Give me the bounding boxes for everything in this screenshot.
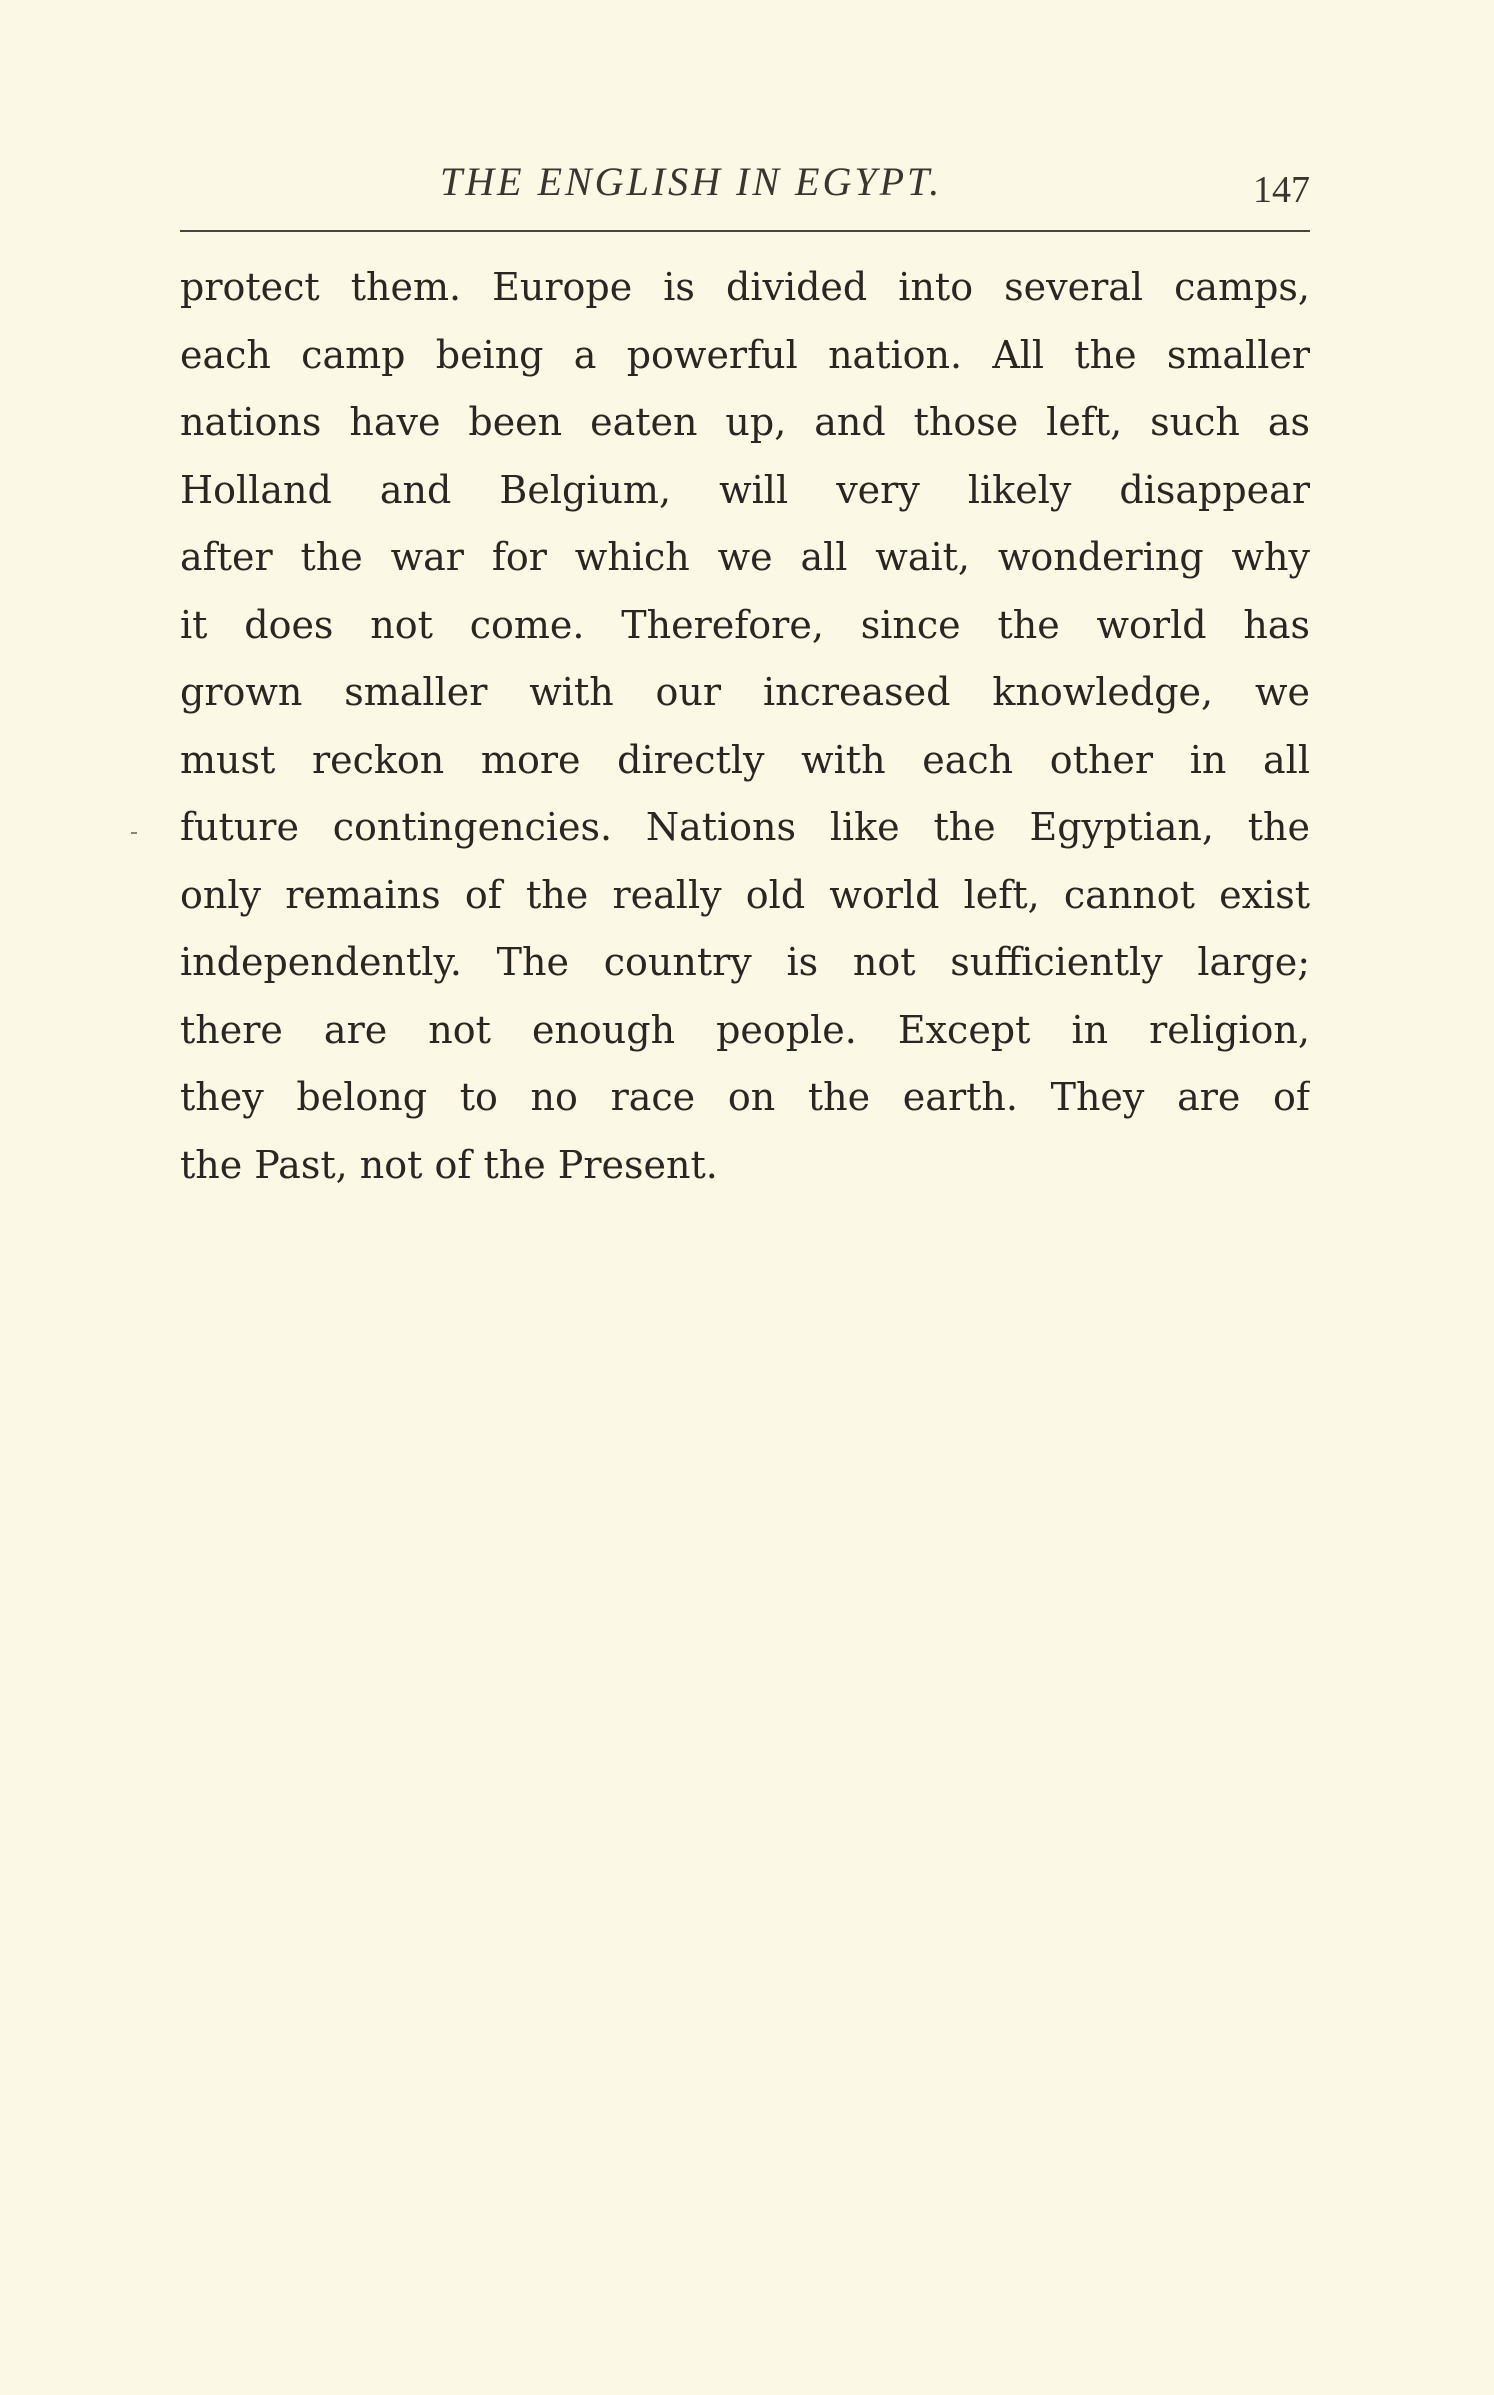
running-head	[180, 158, 1310, 218]
text-line: Holland and Belgium, will very likely disappear	[180, 467, 1310, 512]
text-line: each camp being a powerful nation. All the smaller	[180, 332, 1310, 377]
text-line: grown smaller with our increased knowledge, we	[180, 670, 1310, 714]
text-line: only remains of the really old world left, cannot exist	[180, 872, 1310, 917]
text-line: the Past, not of the Present.	[180, 1142, 718, 1187]
text-line: future contingencies. Nations like the Egyptian, the	[180, 805, 1310, 849]
running-title: THE ENGLISH IN EGYPT.	[440, 159, 943, 204]
margin-mark	[131, 832, 137, 834]
text-line: there are not enough people. Except in religion,	[180, 1007, 1310, 1052]
text-line: after the war for which we all wait, wondering why	[180, 535, 1310, 579]
text-line: they belong to no race on the earth. They are of	[180, 1075, 1310, 1119]
header-rule	[180, 230, 1310, 232]
page-number: 147	[1253, 169, 1310, 211]
text-line: nations have been eaten up, and those left, such as	[180, 400, 1310, 444]
body-paragraph	[180, 254, 1310, 1199]
text-line: it does not come. Therefore, since the world has	[180, 602, 1310, 647]
text-line: protect them. Europe is divided into several camps,	[180, 265, 1310, 309]
text-line: must reckon more directly with each other in all	[180, 737, 1310, 782]
text-line: independently. The country is not sufficiently large;	[180, 940, 1310, 984]
